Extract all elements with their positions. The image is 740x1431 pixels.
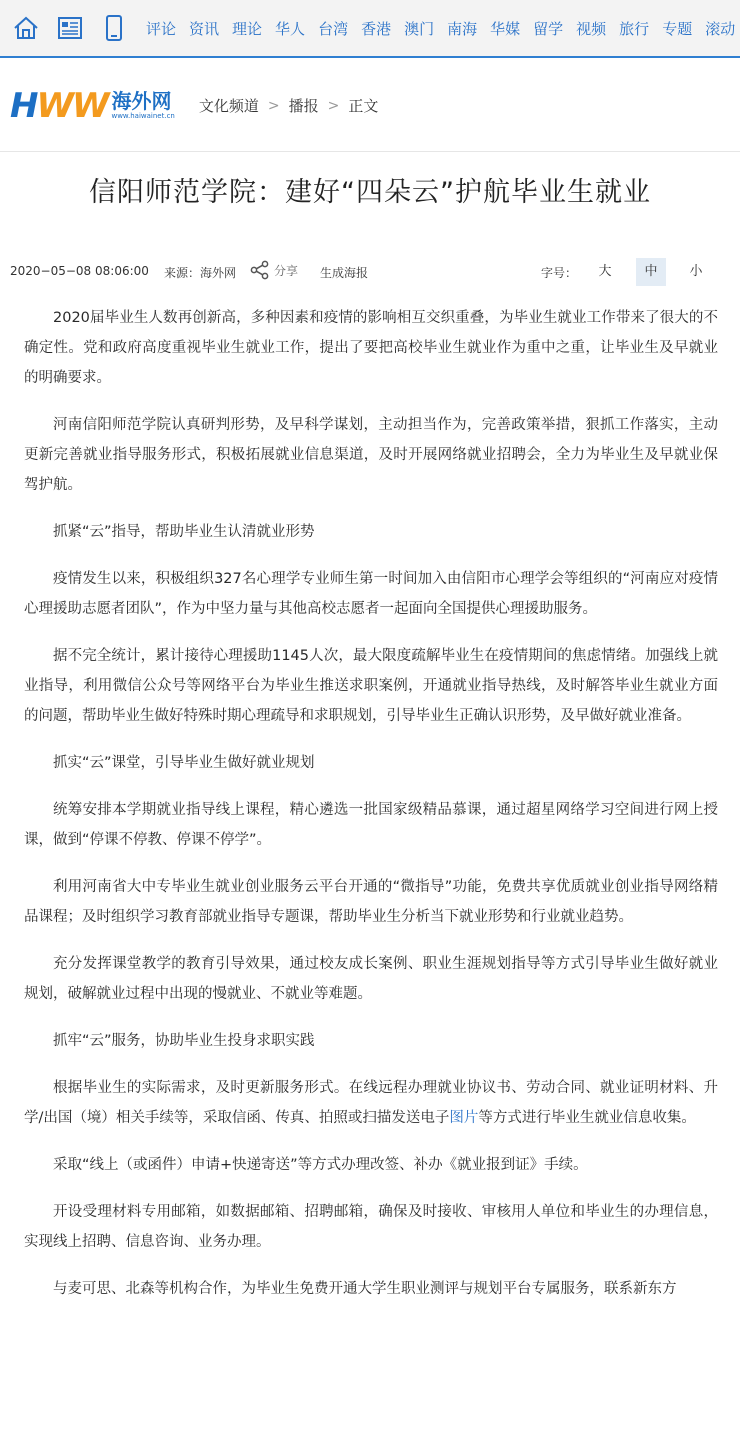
share-button[interactable] bbox=[250, 260, 298, 280]
article-paragraph: 与麦可思、北森等机构合作，为毕业生免费开通大学生职业测评与规划平台专属服务，联系新东方 bbox=[53, 1281, 677, 1297]
nav-link-rolling[interactable]: 滚动 bbox=[705, 19, 736, 38]
article-paragraph: 河南信阳师范学院认真研判形势，及早科学谋划，主动担当作为，完善政策举措，狠抓工作落实，主动更新完善就业指导服务形式，积极拓展就业信息渠道，及时开展网络就业招聘会，全力为毕业生及早就业保驾护航。 bbox=[24, 417, 718, 493]
top-nav-bar bbox=[0, 0, 740, 58]
home-icon[interactable] bbox=[6, 8, 46, 48]
article-meta bbox=[0, 258, 740, 286]
article-paragraph: 开设受理材料专用邮箱，如数据邮箱、招聘邮箱，确保及时接收、审核用人单位和毕业生的办理信息，实现线上招聘、信息咨询、业务办理。 bbox=[24, 1204, 718, 1250]
font-size-large-button[interactable]: 大 bbox=[598, 264, 612, 279]
nav-icon-group bbox=[0, 8, 134, 48]
article-paragraph: 据不完全统计，累计接待心理援助1145人次，最大限度疏解毕业生在疫情期间的焦虑情绪。加强线上就业指导，利用微信公众号等网络平台为毕业生推送求职案例，开通就业指导热线，及时解答毕业生就业方面的问题，帮助毕业生做好特殊时期心理疏导和求职规划，引导毕业生正确认识形势，及早做好就业准备。 bbox=[24, 648, 718, 724]
article-source: 来源：海外网 bbox=[164, 266, 237, 280]
font-size-label: 字号： bbox=[541, 266, 578, 280]
breadcrumb-culture[interactable]: 文化频道 bbox=[198, 97, 259, 115]
breadcrumb-current: 正文 bbox=[348, 97, 379, 115]
font-size-small-button[interactable]: 小 bbox=[689, 264, 703, 279]
newspaper-icon[interactable] bbox=[50, 8, 90, 48]
nav-link-macau[interactable]: 澳门 bbox=[404, 19, 435, 38]
breadcrumb bbox=[199, 95, 379, 116]
generate-poster-button[interactable]: 生成海报 bbox=[320, 266, 369, 280]
nav-link-taiwan[interactable]: 台湾 bbox=[318, 19, 349, 38]
article-paragraph bbox=[24, 1073, 718, 1133]
article-paragraph: 充分发挥课堂教学的教育引导效果，通过校友成长案例、职业生涯规划指导等方式引导毕业生做好就业规划，破解就业过程中出现的慢就业、不就业等难题。 bbox=[24, 956, 718, 1002]
font-size-medium-button[interactable]: 中 bbox=[636, 258, 666, 286]
logo-chinese-name: 海外网 bbox=[111, 89, 172, 113]
article-paragraph: 采取“线上（或函件）申请+快递寄送”等方式办理改签、补办《就业报到证》手续。 bbox=[53, 1157, 588, 1173]
nav-link-special[interactable]: 专题 bbox=[662, 19, 693, 38]
nav-link-hongkong[interactable]: 香港 bbox=[361, 19, 392, 38]
publish-date: 2020−05−08 08:06:00 bbox=[10, 264, 149, 278]
site-header bbox=[0, 60, 740, 152]
nav-link-news[interactable]: 资讯 bbox=[189, 19, 220, 38]
nav-link-south-sea[interactable]: 南海 bbox=[447, 19, 478, 38]
breadcrumb-broadcast[interactable]: 播报 bbox=[288, 97, 319, 115]
logo-letters: HWW bbox=[10, 85, 108, 126]
nav-link-comment[interactable]: 评论 bbox=[146, 19, 177, 38]
nav-link-chinese[interactable]: 华人 bbox=[275, 19, 306, 38]
article-paragraph: 统筹安排本学期就业指导线上课程，精心遴选一批国家级精品慕课，通过超星网络学习空间进行网上授课，做到“停课不停教、停课不停学”。 bbox=[24, 802, 718, 848]
image-link[interactable]: 图片 bbox=[449, 1110, 479, 1126]
breadcrumb-separator: > bbox=[327, 97, 340, 114]
share-label: 分享 bbox=[274, 263, 299, 278]
mobile-icon[interactable] bbox=[94, 8, 134, 48]
section-heading: 抓紧“云”指导，帮助毕业生认清就业形势 bbox=[53, 524, 315, 540]
article-paragraph: 利用河南省大中专毕业生就业创业服务云平台开通的“微指导”功能，免费共享优质就业创业指导网络精品课程；及时组织学习教育部就业指导专题课，帮助毕业生分析当下就业形势和行业就业趋势。 bbox=[24, 879, 718, 925]
article-paragraph: 2020届毕业生人数再创新高，多种因素和疫情的影响相互交织重叠，为毕业生就业工作带来了很大的不确定性。党和政府高度重视毕业生就业工作，提出了要把高校毕业生就业作为重中之重，让毕业生及早就业的明确要求。 bbox=[24, 310, 718, 386]
nav-link-travel[interactable]: 旅行 bbox=[619, 19, 650, 38]
nav-link-theory[interactable]: 理论 bbox=[232, 19, 263, 38]
nav-link-chinese-media[interactable]: 华媒 bbox=[490, 19, 521, 38]
paragraph-text: 等方式进行毕业生就业信息收集。 bbox=[478, 1110, 696, 1126]
site-logo[interactable] bbox=[10, 86, 175, 126]
article-body bbox=[24, 303, 718, 1321]
article-title: 信阳师范学院：建好“四朵云”护航毕业生就业 bbox=[89, 177, 651, 208]
logo-text bbox=[111, 90, 174, 121]
breadcrumb-separator: > bbox=[267, 97, 280, 114]
share-icon bbox=[250, 260, 270, 280]
nav-links bbox=[146, 18, 740, 39]
paragraph-text: 根据毕业生的实际需求，及时更新服务形式。在线远程办理就业协议书、劳动合同、就业证明材料、升学/出国（境）相关手续等，采取信函、传真、拍照或扫描发送电子 bbox=[24, 1080, 718, 1126]
section-heading: 抓实“云”课堂，引导毕业生做好就业规划 bbox=[53, 755, 315, 771]
logo-domain: www.haiwainet.cn bbox=[111, 112, 175, 120]
section-heading: 抓牢“云”服务，协助毕业生投身求职实践 bbox=[53, 1033, 315, 1049]
article-paragraph: 疫情发生以来，积极组织327名心理学专业师生第一时间加入由信阳市心理学会等组织的“河南应对疫情心理援助志愿者团队”，作为中坚力量与其他高校志愿者一起面向全国提供心理援助服务。 bbox=[24, 571, 718, 617]
nav-link-study-abroad[interactable]: 留学 bbox=[533, 19, 564, 38]
nav-link-video[interactable]: 视频 bbox=[576, 19, 607, 38]
